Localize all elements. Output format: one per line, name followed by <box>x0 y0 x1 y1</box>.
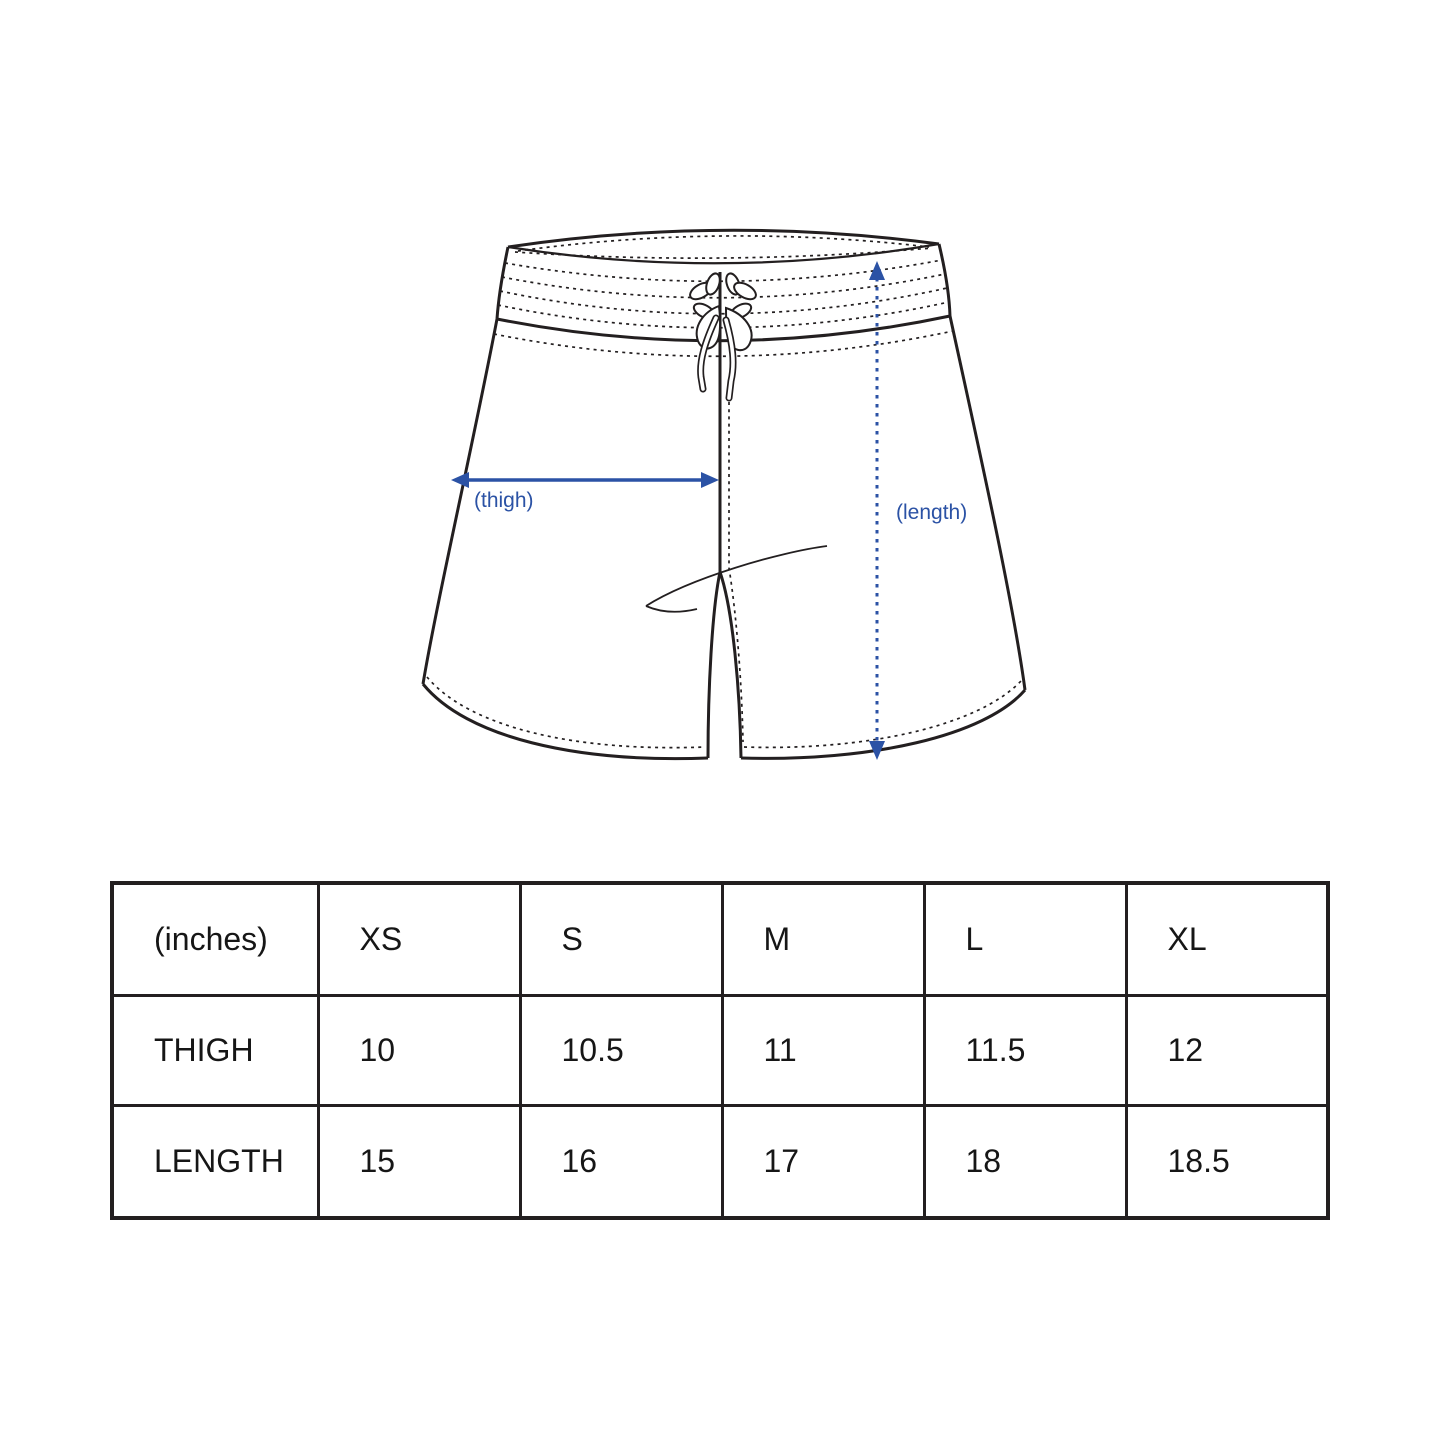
thigh-value-l: 11.5 <box>924 995 1126 1106</box>
thigh-label: (thigh) <box>474 489 534 512</box>
unit-header-cell: (inches) <box>112 883 318 995</box>
drawstring <box>687 272 758 398</box>
size-table-header-row <box>112 883 1328 995</box>
length-arrow <box>869 261 885 760</box>
length-label: (length) <box>896 501 968 524</box>
length-value-s: 16 <box>520 1106 722 1218</box>
thigh-arrow <box>451 472 719 488</box>
thigh-value-xs: 10 <box>318 995 520 1106</box>
length-value-m: 17 <box>722 1106 924 1218</box>
header-cell-l: L <box>924 883 1126 995</box>
row-label-thigh: THIGH <box>112 995 318 1106</box>
length-value-l: 18 <box>924 1106 1126 1218</box>
thigh-value-xl: 12 <box>1126 995 1328 1106</box>
thigh-row <box>112 995 1328 1106</box>
header-cell-xs: XS <box>318 883 520 995</box>
row-label-length: LENGTH <box>112 1106 318 1218</box>
thigh-value-m: 11 <box>722 995 924 1106</box>
length-value-xl: 18.5 <box>1126 1106 1328 1218</box>
size-table-grid <box>110 881 1330 1220</box>
length-value-xs: 15 <box>318 1106 520 1218</box>
thigh-value-s: 10.5 <box>520 995 722 1106</box>
header-cell-m: M <box>722 883 924 995</box>
length-row <box>112 1106 1328 1218</box>
header-cell-s: S <box>520 883 722 995</box>
header-cell-xl: XL <box>1126 883 1328 995</box>
size-table <box>110 881 1330 1220</box>
